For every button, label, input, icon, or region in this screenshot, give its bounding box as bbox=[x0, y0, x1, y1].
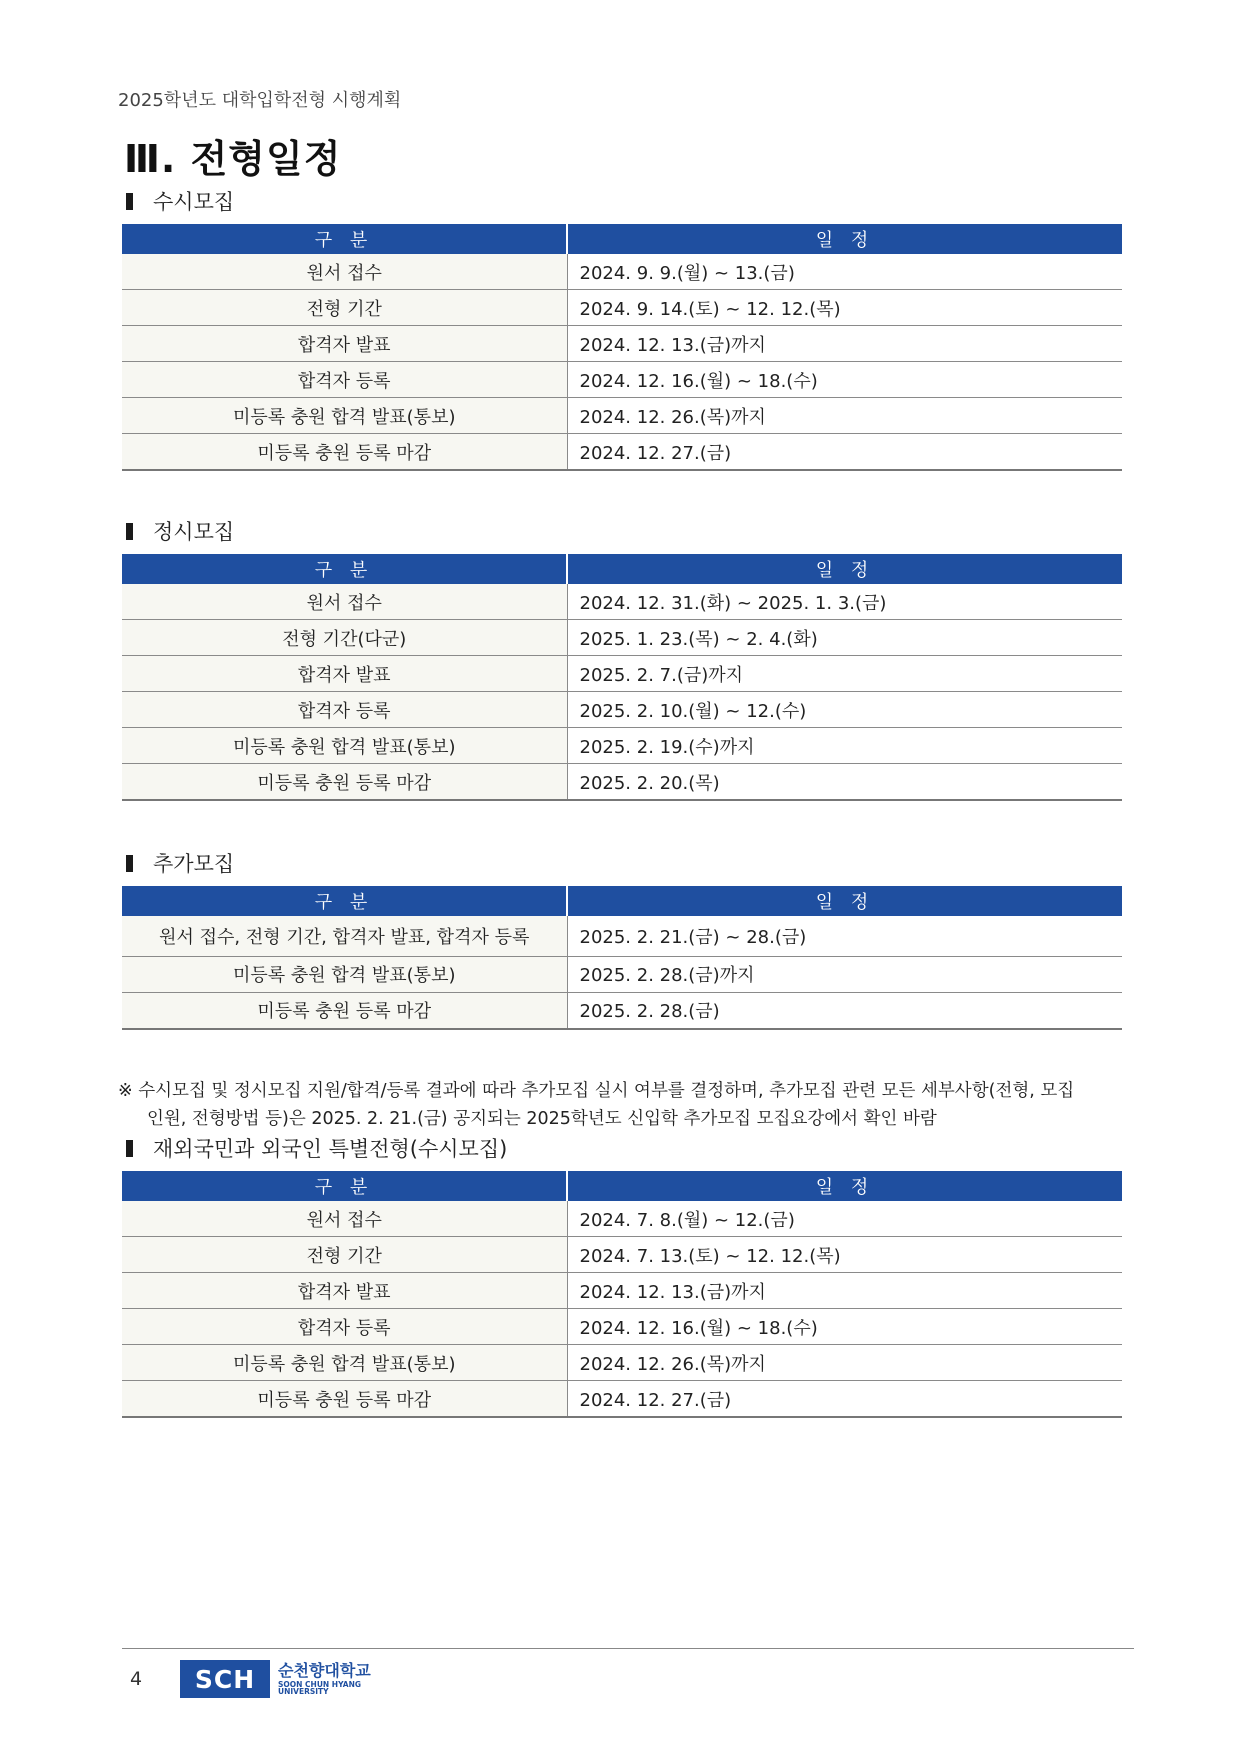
row-date: 2025. 2. 10.(월) ~ 12.(수) bbox=[567, 692, 1122, 728]
column-header-date: 일 정 bbox=[567, 224, 1122, 254]
footnote-line: 인원, 전형방법 등)은 2025. 2. 21.(금) 공지되는 2025학년도 신입학 추가모집 모집요강에서 확인 바람 bbox=[147, 1109, 937, 1129]
row-date: 2024. 12. 27.(금) bbox=[567, 1381, 1122, 1418]
row-date: 2024. 9. 14.(토) ~ 12. 12.(목) bbox=[567, 290, 1122, 326]
column-header-category: 구 분 bbox=[122, 886, 567, 916]
table-row bbox=[122, 1309, 1122, 1345]
logo-mark: SCH bbox=[180, 1660, 270, 1698]
row-date: 2024. 12. 27.(금) bbox=[567, 434, 1122, 471]
university-logo bbox=[180, 1660, 371, 1698]
section-title: 추가모집 bbox=[153, 852, 235, 876]
footer-divider bbox=[122, 1648, 1134, 1649]
table-row bbox=[122, 956, 1122, 992]
row-label: 원서 접수 bbox=[122, 254, 567, 290]
table-row bbox=[122, 764, 1122, 801]
logo-name-korean: 순천향대학교 bbox=[278, 1660, 371, 1680]
table-row bbox=[122, 728, 1122, 764]
table-row bbox=[122, 1273, 1122, 1309]
table-row bbox=[122, 362, 1122, 398]
bullet-bar-icon bbox=[126, 1140, 133, 1157]
row-label: 합격자 발표 bbox=[122, 1273, 567, 1309]
row-label: 원서 접수 bbox=[122, 1201, 567, 1237]
table-row bbox=[122, 326, 1122, 362]
section-jeongsi bbox=[122, 514, 1122, 801]
footnote-line: ※ 수시모집 및 정시모집 지원/합격/등록 결과에 따라 추가모집 실시 여부를 결정하며, 추가모집 관련 모든 세부사항(전형, 모집 bbox=[118, 1081, 1075, 1101]
row-label: 합격자 발표 bbox=[122, 656, 567, 692]
row-label: 전형 기간 bbox=[122, 290, 567, 326]
row-date: 2024. 12. 26.(목)까지 bbox=[567, 1345, 1122, 1381]
row-date: 2024. 7. 13.(토) ~ 12. 12.(목) bbox=[567, 1237, 1122, 1273]
row-label: 합격자 등록 bbox=[122, 362, 567, 398]
table-row bbox=[122, 692, 1122, 728]
row-date: 2025. 2. 21.(금) ~ 28.(금) bbox=[567, 916, 1122, 956]
table-row bbox=[122, 1237, 1122, 1273]
section-chuga bbox=[122, 846, 1122, 1030]
bullet-bar-icon bbox=[126, 523, 133, 540]
row-date: 2025. 2. 28.(금) bbox=[567, 992, 1122, 1029]
table-row bbox=[122, 290, 1122, 326]
schedule-table bbox=[122, 886, 1122, 1030]
row-date: 2025. 2. 28.(금)까지 bbox=[567, 956, 1122, 992]
logo-name-english: UNIVERSITY bbox=[278, 1687, 329, 1696]
row-date: 2024. 7. 8.(월) ~ 12.(금) bbox=[567, 1201, 1122, 1237]
bullet-bar-icon bbox=[126, 193, 133, 210]
row-date: 2024. 9. 9.(월) ~ 13.(금) bbox=[567, 254, 1122, 290]
row-date: 2024. 12. 16.(월) ~ 18.(수) bbox=[567, 362, 1122, 398]
column-header-category: 구 분 bbox=[122, 554, 567, 584]
row-date: 2024. 12. 13.(금)까지 bbox=[567, 326, 1122, 362]
page-number: 4 bbox=[130, 1668, 143, 1690]
table-row bbox=[122, 620, 1122, 656]
row-label: 원서 접수 bbox=[122, 584, 567, 620]
row-date: 2025. 2. 19.(수)까지 bbox=[567, 728, 1122, 764]
row-label: 미등록 충원 합격 발표(통보) bbox=[122, 728, 567, 764]
table-row bbox=[122, 1345, 1122, 1381]
column-header-category: 구 분 bbox=[122, 1171, 567, 1201]
column-header-date: 일 정 bbox=[567, 554, 1122, 584]
section-title: 수시모집 bbox=[153, 190, 235, 214]
row-date: 2024. 12. 16.(월) ~ 18.(수) bbox=[567, 1309, 1122, 1345]
bullet-bar-icon bbox=[126, 855, 133, 872]
logo-wordmark bbox=[278, 1660, 371, 1696]
row-date: 2024. 12. 13.(금)까지 bbox=[567, 1273, 1122, 1309]
schedule-table bbox=[122, 224, 1122, 471]
section-title: 정시모집 bbox=[153, 520, 235, 544]
row-date: 2025. 2. 7.(금)까지 bbox=[567, 656, 1122, 692]
row-label: 합격자 등록 bbox=[122, 1309, 567, 1345]
table-row bbox=[122, 434, 1122, 471]
section-heading bbox=[122, 184, 1122, 218]
row-date: 2024. 12. 26.(목)까지 bbox=[567, 398, 1122, 434]
column-header-date: 일 정 bbox=[567, 1171, 1122, 1201]
row-label: 원서 접수, 전형 기간, 합격자 발표, 합격자 등록 bbox=[122, 916, 567, 956]
table-row bbox=[122, 1201, 1122, 1237]
row-label: 합격자 발표 bbox=[122, 326, 567, 362]
row-label: 합격자 등록 bbox=[122, 692, 567, 728]
section-heading bbox=[122, 846, 1122, 880]
row-label: 전형 기간 bbox=[122, 1237, 567, 1273]
footnote bbox=[118, 1077, 1128, 1133]
column-header-date: 일 정 bbox=[567, 886, 1122, 916]
row-label: 미등록 충원 등록 마감 bbox=[122, 764, 567, 801]
table-row bbox=[122, 254, 1122, 290]
logo-name-english: SOON CHUN HYANG bbox=[278, 1679, 362, 1689]
table-row bbox=[122, 992, 1122, 1029]
section-susi bbox=[122, 184, 1122, 471]
row-label: 미등록 충원 합격 발표(통보) bbox=[122, 956, 567, 992]
chapter-title: Ⅲ. 전형일정 bbox=[124, 137, 342, 181]
row-date: 2024. 12. 31.(화) ~ 2025. 1. 3.(금) bbox=[567, 584, 1122, 620]
table-row bbox=[122, 916, 1122, 956]
row-label: 미등록 충원 등록 마감 bbox=[122, 434, 567, 471]
row-date: 2025. 2. 20.(목) bbox=[567, 764, 1122, 801]
running-head: 2025학년도 대학입학전형 시행계획 bbox=[118, 90, 402, 111]
schedule-table bbox=[122, 1171, 1122, 1418]
column-header-category: 구 분 bbox=[122, 224, 567, 254]
row-label: 미등록 충원 등록 마감 bbox=[122, 992, 567, 1029]
schedule-table bbox=[122, 554, 1122, 801]
section-heading bbox=[122, 514, 1122, 548]
row-label: 미등록 충원 합격 발표(통보) bbox=[122, 398, 567, 434]
table-row bbox=[122, 656, 1122, 692]
section-title: 재외국민과 외국인 특별전형(수시모집) bbox=[153, 1137, 508, 1161]
section-overseas bbox=[122, 1131, 1122, 1418]
table-row bbox=[122, 1381, 1122, 1418]
table-row bbox=[122, 584, 1122, 620]
row-label: 미등록 충원 등록 마감 bbox=[122, 1381, 567, 1418]
row-date: 2025. 1. 23.(목) ~ 2. 4.(화) bbox=[567, 620, 1122, 656]
section-heading bbox=[122, 1131, 1122, 1165]
table-row bbox=[122, 398, 1122, 434]
row-label: 미등록 충원 합격 발표(통보) bbox=[122, 1345, 567, 1381]
row-label: 전형 기간(다군) bbox=[122, 620, 567, 656]
